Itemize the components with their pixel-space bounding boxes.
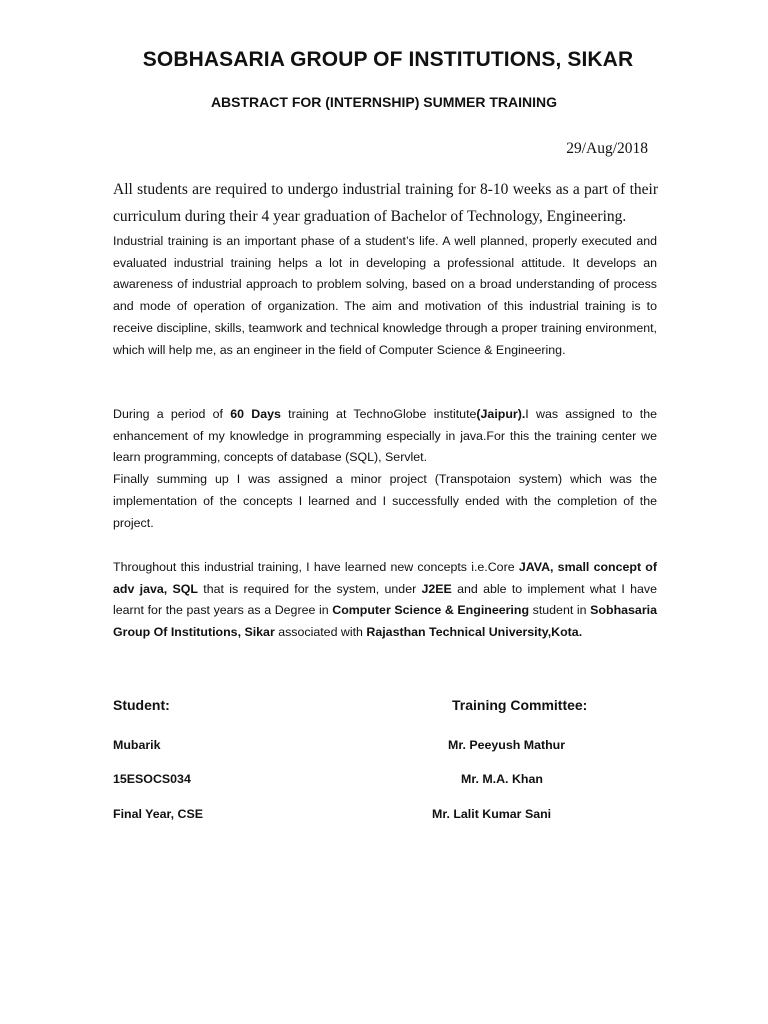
text-run: and able to implement what I have learnt for the past years as a Degree in <box>113 581 657 618</box>
committee-heading: Training Committee: <box>452 697 588 713</box>
text-run: Throughout this industrial training, I have learned new concepts i.e.Core <box>113 560 519 574</box>
body-paragraph-1 <box>113 231 657 361</box>
text-run: associated with <box>274 625 367 640</box>
committee-member-1: Mr. Peeyush Mathur <box>448 738 566 752</box>
bold-run: 60 Days <box>230 407 281 421</box>
committee-member-3: Mr. Lalit Kumar Sani <box>432 807 552 821</box>
text-run: I was assigned to the enhancement of my knowledge in programming especially in java.For this the training center we learn programming, concepts of database (SQL), Servlet. <box>113 407 657 465</box>
document-date: 29/Aug/2018 <box>566 140 648 157</box>
student-name: Mubarik <box>113 738 161 752</box>
paragraph-text: Finally summing up I was assigned a minor project (Transpotaion system) which was the implementation of the concepts I learned and I successfully ended with the completion of the project. <box>113 472 657 530</box>
bold-run: Sobhasaria Group Of Institutions, Sikar <box>113 603 657 640</box>
text-run: training at TechnoGlobe institute <box>280 407 477 421</box>
student-roll-number: 15ESOCS034 <box>113 772 191 786</box>
bold-run: (Jaipur). <box>476 407 526 421</box>
paragraph-text <box>113 557 657 644</box>
bold-run: Rajasthan Technical University,Kota. <box>366 625 583 640</box>
paragraph-text <box>113 404 657 469</box>
committee-member-2: Mr. M.A. Khan <box>461 772 543 786</box>
bold-run: Computer Science & Engineering <box>332 603 530 618</box>
body-paragraph-2 <box>113 404 657 534</box>
bold-run: JAVA, small concept of adv java, SQL <box>113 560 657 596</box>
student-year: Final Year, CSE <box>113 807 203 821</box>
text-run: student in <box>529 603 591 618</box>
paragraph-text: Industrial training is an important phase of a student’s life. A well planned, properly executed and evaluated industrial training helps a lot in developing a professional attitude. It develops an awareness of industrial approach to problem solving, based on a broad understanding of process and mode of operation of organization. The aim and motivation of this industrial training is to receive discipline, skills, teamwork and technical knowledge through a proper training environment, which will help me, as an engineer in the field of Computer Science & Engineering. <box>113 234 657 357</box>
text-run: that is required for the system, under <box>197 581 422 596</box>
institution-title: SOBHASARIA GROUP OF INSTITUTIONS, SIKAR <box>142 48 634 71</box>
abstract-subtitle: ABSTRACT FOR (INTERNSHIP) SUMMER TRAINING <box>210 94 558 110</box>
student-heading: Student: <box>113 697 170 713</box>
text-run: During a period of <box>113 407 231 421</box>
bold-run: J2EE <box>421 581 452 596</box>
body-paragraph-3 <box>113 557 657 644</box>
intro-paragraph: All students are required to undergo industrial training for 8-10 weeks as a part of their curriculum during their 4 year graduation of Bachelor of Technology, Engineering. <box>113 181 658 225</box>
